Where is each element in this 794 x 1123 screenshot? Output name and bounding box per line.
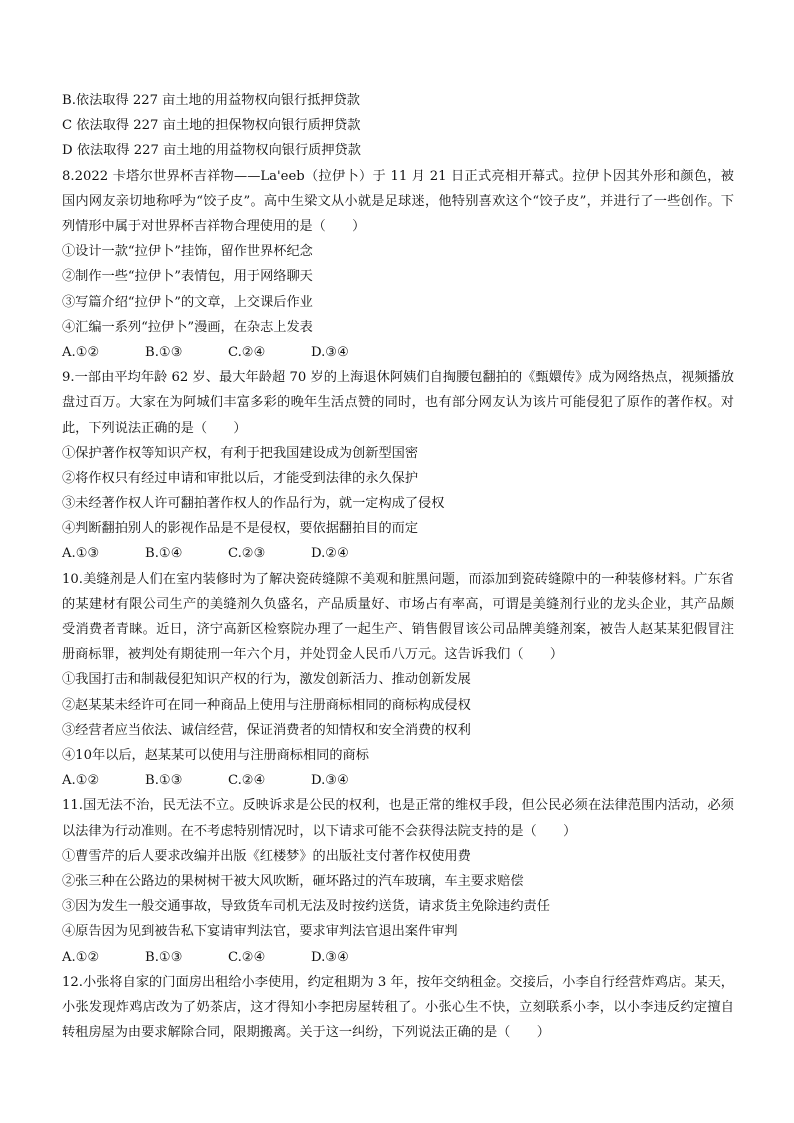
- q11-item-1: ①曹雪芹的后人要求改编并出版《红楼梦》的出版社支付著作权使用费: [62, 848, 471, 864]
- q9-item-3: ③未经著作权人许可翻拍著作权人的作品行为，就一定构成了侵权: [62, 496, 445, 512]
- q7-option-d: D 依法取得 227 亩土地的用益物权向银行质押贷款: [62, 143, 361, 159]
- q11-item-2: ②张三种在公路边的果树树干被大风吹断，砸坏路过的汽车玻璃，车主要求赔偿: [62, 874, 524, 889]
- q7-option-c: C 依法取得 227 亩土地的担保物权向银行质押贷款: [62, 118, 361, 134]
- q8-choice-b: B.①③: [145, 344, 183, 360]
- q9-item-2: ②将作权只有经过申请和审批以后，才能受到法律的永久保护: [62, 470, 419, 486]
- q8-choice-d: D.③④: [311, 344, 349, 360]
- q10-stem: 10.美缝剂是人们在室内装修时为了解决瓷砖缝隙不美观和脏黑问题，而添加到瓷砖缝隙中的一种装修材料。广东省的某建材有限公司生产的美缝剂久负盛名，产品质量好、市场占有率高，可谓是美缝剂行业的龙头企业，其产品颇受消费者青睐。近日，济宁高新区检察院办理了一起生产、销售假冒该公司品牌美缝剂案，被告人赵某某犯假冒注册商标罪，被判处有期徒刑一年六个月，并处罚金人民币八万元。这告诉我们（ ）: [62, 571, 734, 663]
- q11-item-3: ③因为发生一般交通事故，导致货车司机无法及时按约送货，请求货主免除违约责任: [62, 899, 550, 915]
- q11-stem: 11.国无法不治，民无法不立。反映诉求是公民的权利，也是正常的维权手段，但公民必须在法律范围内活动，必须以法律为行动准则。在不考虑特别情况时，以下请求可能不会获得法院支持的是（ ）: [62, 798, 734, 839]
- q10-choice-c: C.②④: [228, 773, 266, 789]
- q8-choices: [62, 340, 734, 365]
- q10-item-4: ④10年以后，赵某某可以使用与注册商标相同的商标: [62, 748, 369, 764]
- q8-item-4: ④汇编一系列“拉伊卜”漫画，在杂志上发表: [62, 319, 313, 335]
- q11-choice-a: A.①②: [62, 949, 100, 965]
- q9-choice-d: D.②④: [311, 546, 349, 562]
- exam-page: [62, 88, 734, 1045]
- q9-choice-b: B.①④: [145, 546, 183, 562]
- q8-item-3: ③写篇介绍“拉伊卜”的文章，上交课后作业: [62, 294, 313, 310]
- q8-item-1: ①设计一款“拉伊卜”挂饰，留作世界杯纪念: [62, 244, 313, 260]
- q8-choice-a: A.①②: [62, 344, 100, 360]
- q9-item-4: ④判断翻拍别人的影视作品是不是侵权，要依据翻拍目的而定: [62, 521, 419, 537]
- q11-item-4: ④原告因为见到被告私下宴请审判法官，要求审判法官退出案件审判: [62, 924, 458, 940]
- q9-stem: 9.一部由平均年龄 62 岁、最大年龄超 70 岁的上海退休阿姨们自掏腰包翻拍的《甄嬛传》成为网络热点，视频播放盘过百万。大家在为阿城们丰富多彩的晚年生活点赞的同时，也有部分网友认为该片可能侵犯了原作的著作权。对此，下列说法正确的是（ ）: [62, 370, 734, 436]
- q10-choices: [62, 768, 734, 793]
- q8-stem: 8.2022 卡塔尔世界杯吉祥物——La'eeb（拉伊卜）于 11 月 21 日正式亮相开幕式。拉伊卜因其外形和颜色，被国内网友亲切地称呼为“饺子皮”。高中生梁文从小就是足球迷，他特别喜欢这个“饺子皮”，并进行了一些创作。下列情形中属于对世界杯吉祥物合理使用的是（ ）: [62, 168, 734, 234]
- q10-choice-d: D.③④: [311, 773, 349, 789]
- q9-choices: [62, 541, 734, 566]
- q10-choice-a: A.①②: [62, 773, 100, 789]
- q11-choices: [62, 945, 734, 970]
- q10-item-3: ③经营者应当依法、诚信经营，保证消费者的知情权和安全消费的权利: [62, 722, 471, 738]
- q11-choice-d: D.③④: [311, 949, 349, 965]
- q9-choice-c: C.②③: [228, 546, 266, 562]
- q9-choice-a: A.①③: [62, 546, 100, 562]
- q7-option-b: B.依法取得 227 亩土地的用益物权向银行抵押贷款: [62, 93, 360, 108]
- q11-choice-b: B.①③: [145, 949, 183, 965]
- q12-stem: 12.小张将自家的门面房出租给小李使用，约定租期为 3 年，按年交纳租金。交接后，小李自行经营炸鸡店。某天，小张发现炸鸡店改为了奶茶店，这才得知小李把房屋转租了。小张心生不快，立刻联系小李，以小李违反约定擅自转租房屋为由要求解除合同，限期搬离。关于这一纠纷，下列说法正确的是（ ）: [62, 974, 734, 1041]
- q10-choice-b: B.①③: [145, 773, 183, 789]
- q10-item-2: ②赵某某未经许可在同一种商品上使用与注册商标相同的商标构成侵权: [62, 697, 471, 713]
- q10-item-1: ①我国打击和制裁侵犯知识产权的行为，激发创新活力、推动创新发展: [62, 672, 471, 688]
- q9-item-1: ①保护著作权等知识产权，有利于把我国建设成为创新型国密: [62, 445, 419, 461]
- q11-choice-c: C.②④: [228, 949, 266, 965]
- q8-item-2: ②制作一些“拉伊卜”表情包，用于网络聊天: [62, 269, 313, 285]
- q8-choice-c: C.②④: [228, 344, 266, 360]
